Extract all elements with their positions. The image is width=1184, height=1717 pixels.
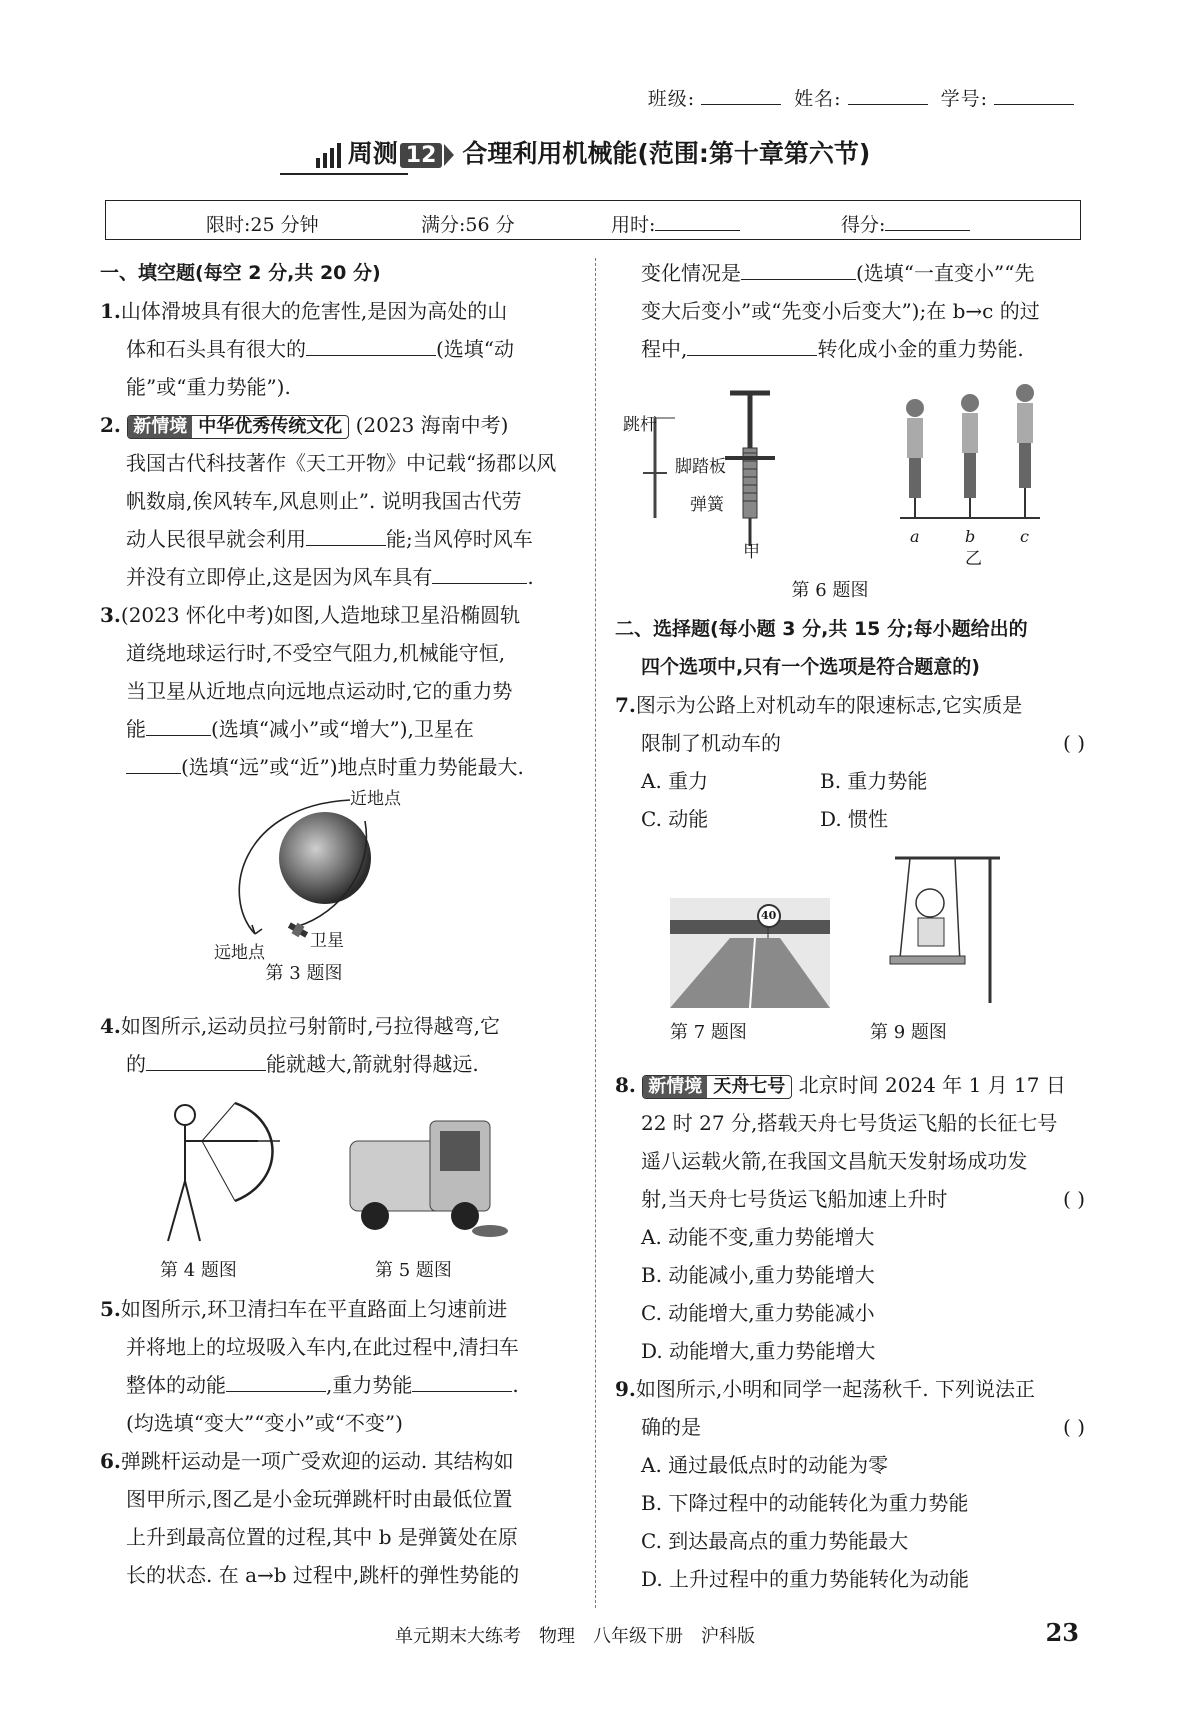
time-used-blank[interactable]: [655, 229, 740, 231]
swing-illustration: [880, 848, 1010, 1008]
q9: 9.如图所示,小明和同学一起荡秋千. 下列说法正: [615, 1377, 1035, 1401]
speed-limit-road-photo: [670, 898, 830, 1008]
q8-option-c[interactable]: C. 动能增大,重力势能减小: [641, 1301, 875, 1325]
q8-tag: 新情境 天舟七号: [642, 1075, 792, 1099]
q9-option-b[interactable]: B. 下降过程中的动能转化为重力势能: [641, 1491, 969, 1515]
archer-illustration: [140, 1101, 290, 1251]
q3-caption: 第 3 题图: [265, 963, 343, 984]
footer-text: 单元期末大练考 物理 八年级下册 沪科版: [395, 1626, 755, 1647]
q9-option-a[interactable]: A. 通过最低点时的动能为零: [641, 1453, 889, 1477]
id-label: 学号:: [940, 88, 988, 110]
score-blank[interactable]: [885, 229, 970, 231]
right-column: 变化情况是 (选填“一直变小”“先 变大后变小”或“先变小后变大”);在 b→c 的过 程中, 转化成小金的重力势能. 跳杆 脚踏板 弹簧 甲 a b c 乙 第 6 题图 二、选择题(每小题 3 分,共 15 分;每小题给出的 四个选项中,只有一个选项是符合题意的) 7.图示为公路上对机动车的限速标志,它实质是 限制了机动车的 ( ) A. 重力 B. 重力势能 C. 动能 D. 惯性 40 第 7 题图 第 9 题图 8. 新情境 天舟七号 北京时间 2024 年 1 月 17 日 22 时 27 分,搭载天舟七号货运飞船的长征七号 遥八运载火箭,在我国文昌航天发射场成功发 射,当天舟七号货运飞船加速上升时 ( ) A. 动能不变,重力势能增大 B. 动能减小,重力势能增大 C. 动能增大,重力势能减小 D. 动能增大,重力势能增大 9.如图所示,小明和同学一起荡秋千. 下列说法正 确的是 ( ) A. 通过最低点时的动能为零 B. 下降过程中的动能转化为重力势能 C. 到达最高点的重力势能最大 D. 上升过程中的重力势能转化为动能: [615, 254, 1085, 1598]
q4-caption: 第 4 题图: [160, 1260, 237, 1281]
q6-figure: [615, 368, 1085, 588]
q2-tag: 新情境 中华优秀传统文化: [127, 415, 349, 439]
q3: 3.(2023 怀化中考)如图,人造地球卫星沿椭圆轨: [100, 603, 521, 627]
pedal-label: 脚踏板: [675, 457, 726, 477]
bar-chart-icon: [314, 142, 344, 168]
speed-limit-value: 40: [761, 909, 777, 922]
q4-q5-figures: [100, 1083, 578, 1258]
q4: 4.如图所示,运动员拉弓射箭时,弓拉得越弯,它: [100, 1014, 500, 1038]
class-label: 班级:: [647, 88, 696, 110]
badge-prefix: 周测: [347, 139, 398, 168]
q7-option-c[interactable]: C. 动能: [641, 807, 709, 831]
q8-option-a[interactable]: A. 动能不变,重力势能增大: [641, 1225, 875, 1249]
exam-info-box: [105, 200, 1081, 240]
badge-number: 12: [400, 143, 443, 168]
q6-blank-1[interactable]: [741, 278, 856, 280]
name-label: 姓名:: [794, 88, 842, 110]
q7: 7.图示为公路上对机动车的限速标志,它实质是: [615, 693, 1023, 717]
q8-option-b[interactable]: B. 动能减小,重力势能增大: [641, 1263, 875, 1287]
q7-caption: 第 7 题图: [670, 1022, 747, 1043]
q3-blank-2[interactable]: [126, 772, 181, 774]
near-point-label: 近地点: [350, 789, 401, 809]
q8-option-d[interactable]: D. 动能增大,重力势能增大: [641, 1339, 876, 1363]
page-number: 23: [1045, 1618, 1079, 1647]
name-blank[interactable]: [848, 103, 928, 105]
earth-icon: [279, 812, 371, 904]
far-point-label: 远地点: [214, 943, 265, 963]
q9-answer-paren[interactable]: ( ): [1063, 1415, 1085, 1439]
title-underline: [280, 173, 408, 175]
fig-b-label: b: [965, 527, 976, 546]
q9-caption: 第 9 题图: [870, 1022, 947, 1043]
pole-label: 跳杆: [623, 415, 657, 435]
q7-option-b[interactable]: B. 重力势能: [820, 769, 928, 793]
title-text: 合理利用机械能(范围:第十章第六节): [462, 139, 871, 168]
q5-caption: 第 5 题图: [375, 1260, 452, 1281]
left-column: 一、填空题(每空 2 分,共 20 分) 1.山体滑坡具有很大的危害性,是因为高处的山 体和石头具有很大的 (选填“动 能”或“重力势能”). 2. 新情境 中华优秀传统文化 (2023 海南中考) 我国古代科技著作《天工开物》中记载“扬郡以风 帆数扇,俟风转车,风息则止”. 说明我国古代劳 动人民很早就会利用 能;当风停时风车 并没有立即停止,这是因为风车具有 . 3.(2023 怀化中考)如图,人造地球卫星沿椭圆轨 道绕地球运行时,不受空气阻力,机械能守恒, 当卫星从近地点向远地点运动时,它的重力势 能 (选填“减小”或“增大”),卫星在 (选填“远”或“近”)地点时重力势能最大. 近地点 远地点 卫星 第 3 题图 4.如图所示,运动员拉弓射箭时,弓拉得越弯,它 的 能就越大,箭就射得越远. 第 4 题图 第 5 题图 5.如图所示,环卫清扫车在平直路面上匀速前进 并将地上的垃圾吸入车内,在此过程中,清扫车 整体的动能 ,重力势能 . (均选填“变大”“变小”或“不变”) 6.弹跳杆运动是一项广受欢迎的运动. 其结构如 图甲所示,图乙是小金玩弹跳杆时由最低位置 上升到最高位置的过程,其中 b 是弹簧处在原 长的状态. 在 a→b 过程中,跳杆的弹性势能的: [100, 254, 578, 1594]
jumper-figures: [900, 384, 1040, 518]
q5: 5.如图所示,环卫清扫车在平直路面上匀速前进: [100, 1297, 508, 1321]
q6-caption: 第 6 题图: [791, 580, 869, 601]
id-blank[interactable]: [994, 103, 1074, 105]
page-title: [0, 134, 1184, 170]
q8-answer-paren[interactable]: ( ): [1063, 1187, 1085, 1211]
satellite-label: 卫星: [310, 931, 344, 951]
q3-figure: [100, 786, 578, 981]
fig-yi-label: 乙: [965, 549, 982, 569]
student-info-fields: [642, 84, 1074, 111]
q5-blank-1[interactable]: [226, 1390, 326, 1392]
fig-c-label: c: [1020, 527, 1029, 546]
spring-label: 弹簧: [690, 495, 724, 515]
q7-option-d[interactable]: D. 惯性: [820, 807, 889, 831]
score-label: 得分:: [841, 214, 886, 236]
q1: 1.山体滑坡具有很大的危害性,是因为高处的山: [100, 299, 508, 323]
class-blank[interactable]: [701, 103, 781, 105]
fig-a-label: a: [910, 527, 920, 546]
q2-blank-2[interactable]: [432, 582, 527, 584]
q7-option-a[interactable]: A. 重力: [641, 769, 709, 793]
q3-blank-1[interactable]: [146, 734, 211, 736]
section2-heading-1: 二、选择题(每小题 3 分,共 15 分;每小题给出的: [615, 618, 1028, 640]
fig-jia-label: 甲: [743, 542, 760, 562]
column-divider: [595, 258, 596, 1608]
q1-blank[interactable]: [306, 354, 436, 356]
full-score: 满分:56 分: [421, 214, 515, 236]
section2-heading-2: 四个选项中,只有一个选项是符合题意的): [641, 656, 980, 678]
q4-blank[interactable]: [146, 1069, 266, 1071]
q7-answer-paren[interactable]: ( ): [1063, 731, 1085, 755]
street-sweeper-illustration: [340, 1101, 510, 1251]
q2-blank-1[interactable]: [306, 544, 386, 546]
q2: 2. 新情境 中华优秀传统文化 (2023 海南中考): [100, 413, 509, 437]
q7-q9-figures: [615, 838, 1085, 1058]
q6: 6.弹跳杆运动是一项广受欢迎的运动. 其结构如: [100, 1449, 514, 1473]
time-used-label: 用时:: [611, 214, 656, 236]
q9-option-d[interactable]: D. 上升过程中的重力势能转化为动能: [641, 1567, 970, 1591]
q6-blank-2[interactable]: [687, 354, 817, 356]
triangle-icon: [444, 144, 454, 166]
q8: 8. 新情境 天舟七号 北京时间 2024 年 1 月 17 日: [615, 1073, 1066, 1097]
q5-blank-2[interactable]: [412, 1390, 512, 1392]
section1-heading: 一、填空题(每空 2 分,共 20 分): [100, 262, 381, 284]
q9-option-c[interactable]: C. 到达最高点的重力势能最大: [641, 1529, 909, 1553]
time-limit: 限时:25 分钟: [206, 214, 319, 236]
